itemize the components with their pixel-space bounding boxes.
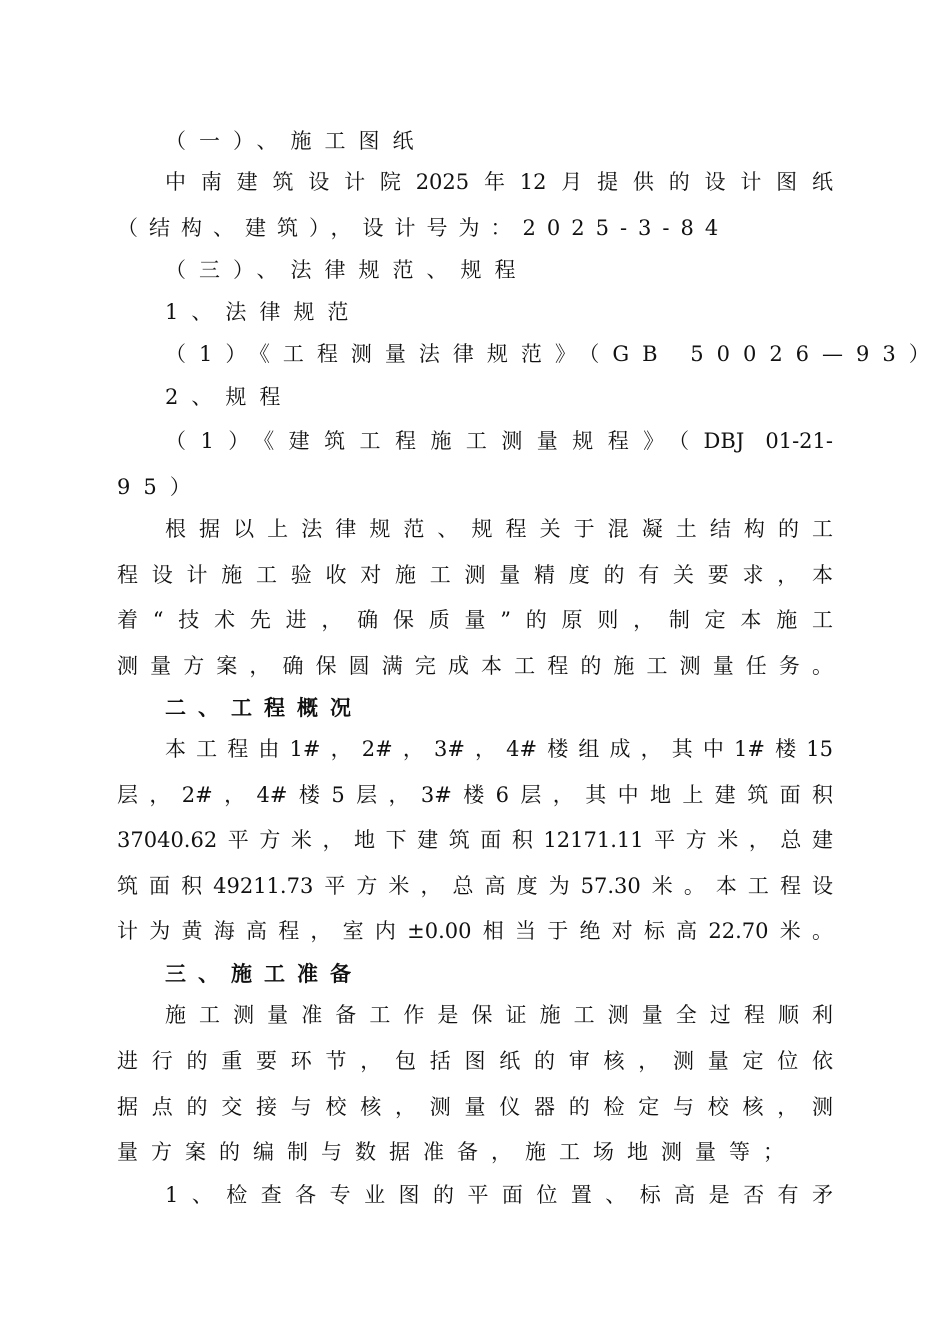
paragraph-line: 量方案的编制与数据准备，施工场地测量等； (117, 1140, 797, 1164)
list-item-check: 1、检查各专业图的平面位置、标高是否有矛 (165, 1183, 833, 1207)
paragraph-line: 本工程由1#，2#，3#，4#楼组成，其中1#楼15 (165, 737, 833, 761)
subheading-drawings: （一）、施工图纸 (165, 129, 427, 153)
paragraph-line: 程设计施工验收对施工测量精度的有关要求，本 (117, 563, 833, 587)
paragraph-line: 计为黄海高程，室内±0.00相当于绝对标高22.70米。 (117, 919, 833, 943)
paragraph-line: 进行的重要环节，包括图纸的审核，测量定位依 (117, 1049, 833, 1073)
paragraph-line: 测量方案，确保圆满完成本工程的施工测量任务。 (117, 654, 833, 678)
paragraph-line: 据点的交接与校核，测量仪器的检定与校核，测 (117, 1095, 833, 1119)
list-item-rule-1: （1）《建筑工程施工测量规程》（DBJ 01-21- (165, 429, 833, 453)
paragraph-line: 37040.62平方米，地下建筑面积12171.11平方米，总建 (117, 828, 833, 852)
paragraph-line: 着“技术先进，确保质量”的原则，制定本施工 (117, 608, 833, 632)
section-heading-overview: 二、工程概况 (165, 695, 363, 720)
subheading-laws: （三）、法律规范、规程 (165, 258, 529, 282)
paragraph-line: 根据以上法律规范、规程关于混凝土结构的工 (165, 517, 833, 541)
paragraph-line: 筑面积49211.73平方米，总高度为57.30米。本工程设 (117, 874, 833, 898)
list-item-laws: 1、法律规范 (165, 300, 362, 324)
paragraph-line: 95） (117, 475, 204, 499)
paragraph-line: 施工测量准备工作是保证施工测量全过程顺利 (165, 1003, 833, 1027)
paragraph-line: 中南建筑设计院2025年12月提供的设计图纸 (165, 170, 833, 194)
section-heading-preparation: 三、施工准备 (165, 961, 363, 986)
list-item-rules: 2、规程 (165, 385, 294, 409)
paragraph-line: （结构、建筑），设计号为：2025-3-84 (117, 216, 730, 240)
paragraph-line: 层，2#，4#楼5层，3#楼6层，其中地上建筑面积 (117, 783, 833, 807)
list-item-law-1: （1）《工程测量法律规范》（GB 50026—93） (165, 342, 943, 366)
